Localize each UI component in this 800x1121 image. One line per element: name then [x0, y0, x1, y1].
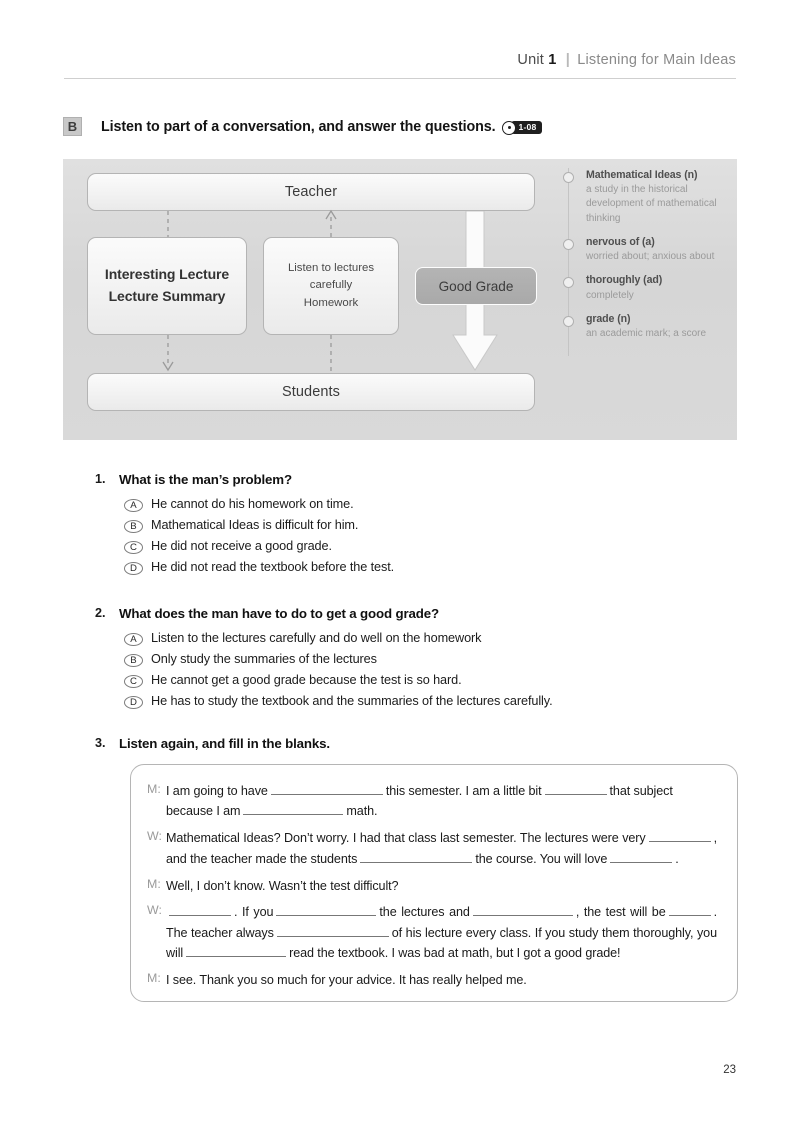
instruction-text	[101, 119, 542, 135]
question-number: 2.	[95, 606, 106, 620]
option-row[interactable]	[124, 496, 755, 514]
option-text: He cannot do his homework on time.	[151, 497, 354, 511]
option-letter: D	[124, 696, 143, 709]
page-number: 23	[723, 1064, 736, 1076]
option-letter: A	[124, 633, 143, 646]
header-separator: |	[565, 52, 571, 68]
vocabulary-word: thoroughly (ad)	[586, 274, 663, 287]
option-letter: B	[124, 520, 143, 533]
fill-in-blank[interactable]	[610, 850, 672, 863]
dialogue-turn	[147, 781, 717, 822]
dialogue-text	[166, 970, 527, 990]
question-1	[95, 472, 755, 580]
option-row[interactable]	[124, 538, 755, 556]
fill-in-blank[interactable]	[271, 782, 383, 795]
option-row[interactable]	[124, 672, 755, 690]
vocabulary-word: Mathematical Ideas (n)	[586, 169, 698, 181]
question-number: 3.	[95, 736, 106, 750]
fill-in-blank[interactable]	[277, 924, 389, 937]
fill-in-blank[interactable]	[186, 944, 286, 957]
option-text: Listen to the lectures carefully and do well on the homework	[151, 631, 482, 645]
option-list	[95, 496, 755, 577]
page-header	[64, 52, 736, 68]
speaker-label: M:	[147, 971, 161, 986]
option-text: He has to study the textbook and the summaries of the lectures carefully.	[151, 694, 553, 709]
bullet-circle-icon	[563, 239, 574, 250]
dialogue-segment: the lectures and	[379, 905, 470, 920]
lecture-line-2: Lecture Summary	[108, 288, 226, 304]
fill-in-blank[interactable]	[243, 802, 343, 815]
dialogue-segment: of his lecture every class. If you study them thoroughly, you will	[166, 925, 717, 961]
bullet-circle-icon	[563, 277, 574, 288]
fill-in-blank[interactable]	[169, 903, 231, 916]
fill-in-blank[interactable]	[649, 829, 711, 842]
vocabulary-item	[563, 168, 728, 226]
speaker-label: M:	[147, 782, 161, 796]
dialogue-segment: that subject because I am	[166, 784, 673, 819]
option-row[interactable]	[124, 630, 755, 648]
option-letter: C	[124, 541, 143, 554]
dialogue-text	[166, 902, 717, 963]
header-unit-word: Unit	[517, 52, 545, 68]
option-row[interactable]	[124, 517, 755, 535]
homework-line-3: Homework	[303, 296, 359, 309]
fill-in-blank[interactable]	[545, 782, 607, 795]
homework-line-2: carefully	[309, 279, 353, 292]
dialogue-turn	[147, 828, 717, 869]
vocabulary-definition: completely	[586, 289, 634, 301]
option-text: Only study the summaries of the lectures	[151, 652, 377, 667]
vocabulary-definition: a study in the historical development of mathematical thinking	[586, 184, 717, 224]
dialogue-segment: , and the teacher made the students	[166, 831, 717, 866]
fill-in-blank[interactable]	[360, 850, 472, 863]
dialogue-text	[166, 876, 398, 896]
option-row[interactable]	[124, 651, 755, 669]
dialogue-box	[130, 764, 738, 1002]
option-letter: A	[124, 499, 143, 512]
dialogue-segment: the course. You will love	[475, 851, 608, 866]
question-prompt: What is the man’s problem?	[119, 472, 292, 487]
option-row[interactable]	[124, 693, 755, 711]
audio-track-number: 1-08	[511, 121, 541, 134]
dialogue-segment: . If you	[234, 905, 274, 920]
diagram-box-good-grade: Good Grade	[415, 267, 537, 305]
vocabulary-word: grade (n)	[586, 312, 631, 325]
option-text: Mathematical Ideas is difficult for him.	[151, 518, 359, 533]
question-2	[95, 606, 755, 714]
question-number: 1.	[95, 472, 106, 486]
dialogue-segment: , the test will be	[575, 905, 666, 920]
dialogue-text	[166, 828, 717, 869]
question-prompt: Listen again, and fill in the blanks.	[119, 736, 330, 751]
option-letter: D	[124, 562, 143, 575]
fill-in-blank[interactable]	[276, 903, 376, 916]
diagram-box-students: Students	[87, 373, 535, 411]
bullet-circle-icon	[563, 316, 574, 327]
bullet-circle-icon	[563, 172, 574, 183]
diagram-panel	[63, 159, 737, 440]
option-text: He cannot get a good grade because the test is so hard.	[151, 673, 462, 688]
homework-line-1: Listen to lectures	[287, 262, 375, 274]
vocabulary-item	[563, 235, 728, 264]
diagram-box-teacher: Teacher	[87, 173, 535, 211]
vocabulary-list	[563, 168, 728, 350]
dialogue-turn	[147, 970, 717, 990]
question-prompt: What does the man have to do to get a good grade?	[119, 606, 439, 621]
dialogue-segment: math.	[346, 804, 378, 819]
header-subtitle: Listening for Main Ideas	[577, 52, 736, 68]
dialogue-segment: Mathematical Ideas? Don’t worry. I had that class last semester. The lectures were very	[166, 831, 646, 846]
vocabulary-definition: worried about; anxious about	[586, 251, 715, 263]
option-row[interactable]	[124, 559, 755, 577]
vocabulary-item	[563, 273, 728, 302]
option-text: He did not receive a good grade.	[151, 539, 332, 554]
option-text: He did not read the textbook before the test.	[151, 560, 395, 575]
option-list	[95, 630, 755, 711]
dialogue-segment: read the textbook. I was bad at math, but I got a good grade!	[289, 946, 621, 961]
dialogue-segment: Well, I don’t know. Wasn’t the test difficult?	[166, 878, 399, 893]
lecture-line-1: Interesting Lecture	[104, 266, 230, 283]
section-badge: B	[63, 117, 82, 136]
question-3	[95, 736, 755, 751]
instruction-row	[63, 117, 740, 136]
dialogue-turn	[147, 902, 717, 963]
vocabulary-definition: an academic mark; a score	[586, 328, 707, 340]
dialogue-segment: I see. Thank you so much for your advice. It has really helped me.	[166, 973, 527, 988]
dialogue-segment: .	[675, 851, 679, 866]
speaker-label: W:	[147, 903, 162, 918]
dialogue-segment: I am going to have	[166, 784, 268, 798]
dialogue-text	[166, 781, 717, 822]
option-letter: C	[124, 675, 143, 688]
speaker-label: W:	[147, 829, 162, 844]
vocabulary-word: nervous of (a)	[586, 235, 655, 248]
speaker-label: M:	[147, 876, 161, 891]
dialogue-segment: this semester. I am a little bit	[385, 784, 542, 798]
vocabulary-item	[563, 312, 728, 341]
audio-track-badge[interactable]	[502, 121, 541, 135]
header-unit-number: 1	[548, 52, 557, 68]
option-letter: B	[124, 654, 143, 667]
fill-in-blank[interactable]	[473, 903, 573, 916]
instruction-label: Listen to part of a conversation, and answer the questions.	[101, 118, 496, 135]
dialogue-segment: . The teacher always	[166, 905, 718, 940]
header-divider	[64, 78, 736, 79]
dialogue-turn	[147, 876, 717, 896]
fill-in-blank[interactable]	[669, 903, 711, 916]
